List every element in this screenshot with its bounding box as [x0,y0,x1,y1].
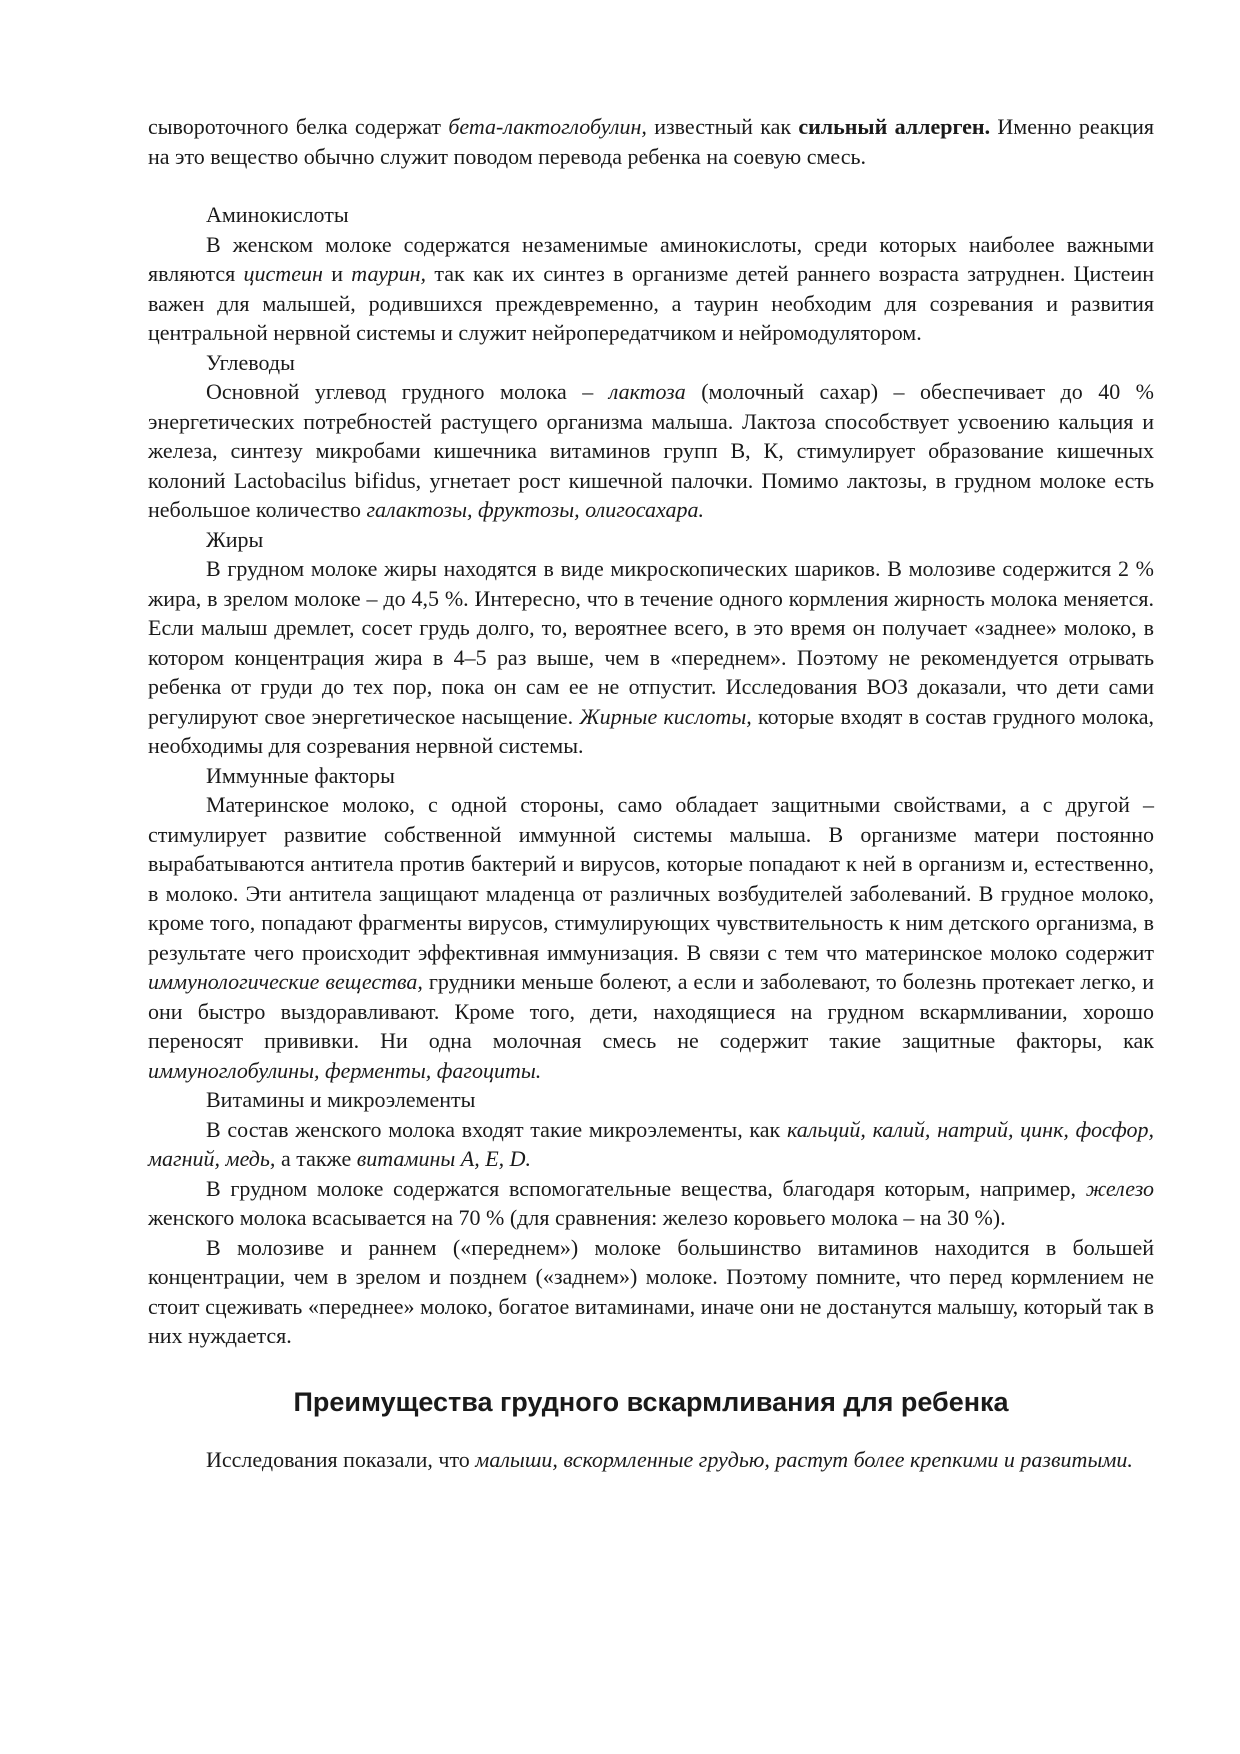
fats-paragraph: В грудном молоке жиры находятся в виде микроскопических шариков. В молозиве содержится 2 % жира, в зрелом молоке – до 4,5 %. Интересно, что в течение одного кормления жирность молока меняется. Если малыш дремлет, сосет грудь долго, то, вероятнее всего, в это время он получает «заднее» молоко, в котором концентрация жира в 4–5 раз выше, чем в «переднем». Поэтому не рекомендуется отрывать ребенка от груди до тех пор, пока он сам ее не отпустит. Исследования ВОЗ доказали, что дети сами регулируют свое энергетическое насыщение. Жирные кислоты, которые входят в состав грудного молока, необходимы для созревания нервной системы. [148,556,1155,758]
document-page [148,112,1154,1474]
carbs-paragraph: Основной углевод грудного молока – лактоза (молочный сахар) – обеспечивает до 40 % энергетических потребностей растущего организма малыша. Лактоза способствует усвоению кальция и железа, синтезу микробами кишечника витаминов групп В, К, стимулирует образование кишечных колоний Lactobacilus bifidus, угнетает рост кишечной палочки. Помимо лактозы, в грудном молоке есть небольшое количество галактозы, фруктозы, олигосахара. [148,379,1154,522]
fats-heading: Жиры [206,526,264,552]
vitamins-paragraph-1: В состав женского молока входят такие микроэлементы, как кальций, калий, натрий, цинк, фосфор, магний, медь, а также витамины A, E, D. [148,1116,1154,1171]
amino-paragraph: В женском молоке содержатся незаменимые аминокислоты, среди которых наиболее важными являются цистеин и таурин, так как их синтез в организме детей раннего возраста затруднен. Цистеин важен для малышей, родившихся преждевременно, а таурин необходим для созревания и развития центральной нервной системы и служит нейропередатчиком и нейромодулятором. [148,231,1154,345]
immune-paragraph: Материнское молоко, с одной стороны, само обладает защитными свойствами, а с другой – стимулирует развитие собственной иммунной системы малыша. В организме матери постоянно вырабатываются антитела против бактерий и вирусов, которые попадают к ней в организм и, естественно, в молоко. Эти антитела защищают младенца от различных возбудителей заболеваний. В грудное молоко, кроме того, попадают фрагменты вирусов, стимулирующих чувствительность к ним детского организма, в результате чего происходит эффективная иммунизация. В связи с тем что материнское молоко содержит иммунологические вещества, грудники меньше болеют, а если и заболевают, то болезнь протекает легко, и они быстро выздоравливают. Кроме того, дети, находящиеся на грудном вскармливании, хорошо переносят прививки. Ни одна молочная смесь не содержит такие защитные факторы, как иммуноглобулины, ферменты, фагоциты. [148,792,1154,1083]
whey-paragraph: сывороточного белка содержат бета-лактоглобулин, известный как сильный аллерген. Именно реакция на это вещество обычно служит поводом перевода ребенка на соевую смесь. [148,114,1154,169]
benefits-paragraph: Исследования показали, что малыши, вскормленные грудью, растут более крепкими и развитыми. [206,1446,1133,1472]
vitamins-paragraph-2: В грудном молоке содержатся вспомогательные вещества, благодаря которым, например, железо женского молока всасывается на 70 % (для сравнения: железо коровьего молока – на 30 %). [148,1175,1154,1230]
amino-heading: Аминокислоты [206,202,349,227]
carbs-heading: Углеводы [206,349,295,375]
section-title: Преимущества грудного вскармливания для ребенка [293,1386,1009,1417]
vitamins-heading: Витамины и микроэлементы [206,1087,476,1112]
vitamins-paragraph-3: В молозиве и раннем («переднем») молоке большинство витаминов находится в большей концентрации, чем в зрелом и позднем («заднем») молоке. Поэтому помните, что перед кормлением не стоит сцеживать «переднее» молоко, богатое витаминами, иначе они не достанутся малышу, который так в них нуждается. [148,1234,1154,1348]
immune-heading: Иммунные факторы [206,762,395,788]
